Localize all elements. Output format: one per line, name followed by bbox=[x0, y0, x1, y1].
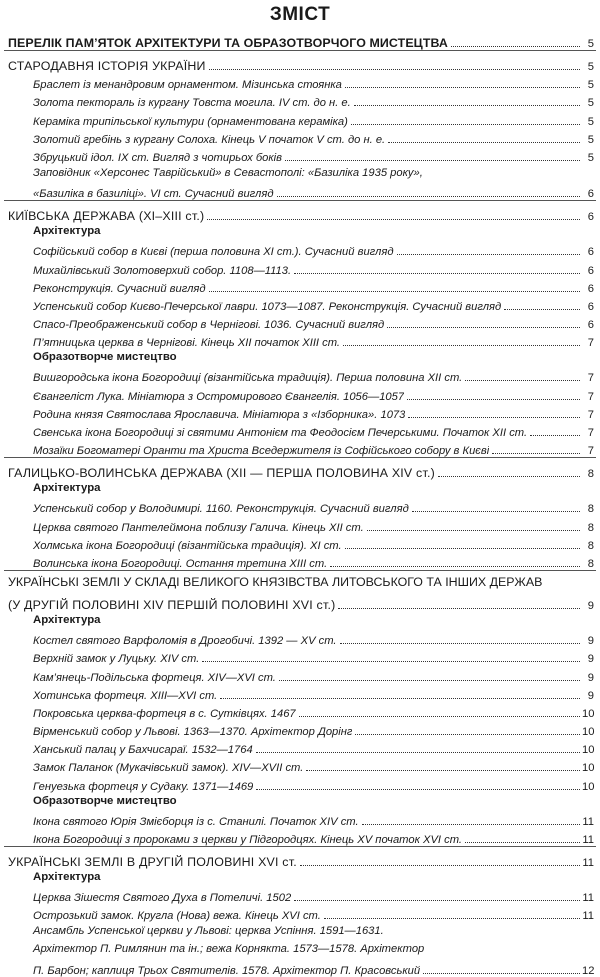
page-title: ЗМІСТ bbox=[269, 4, 331, 25]
dot-leader bbox=[209, 291, 580, 292]
page-number: 6 bbox=[587, 319, 594, 332]
dot-leader bbox=[412, 511, 580, 512]
dot-leader bbox=[438, 476, 580, 477]
toc-item[interactable] bbox=[0, 366, 600, 384]
section-title: СТАРОДАВНЯ ІСТОРІЯ УКРАЇНИ bbox=[8, 59, 206, 73]
entry-label: Ханський палац у Бахчисараї. 1532—1764 bbox=[33, 744, 253, 757]
dot-leader bbox=[285, 160, 580, 161]
dot-leader bbox=[388, 142, 580, 143]
dot-leader bbox=[202, 661, 580, 662]
dot-leader bbox=[407, 399, 580, 400]
page-number: 5 bbox=[587, 115, 594, 128]
section-lithuanian-grand-duchy bbox=[0, 571, 600, 846]
page-number: 10 bbox=[582, 780, 595, 793]
dot-leader bbox=[351, 124, 580, 125]
dot-leader bbox=[387, 327, 580, 328]
page-number: 10 bbox=[582, 707, 595, 720]
entry-label: Успенський собор Києво-Печерської лаври. 1073—1087. Реконструкція. Сучасний вигляд bbox=[33, 300, 502, 313]
toc-item[interactable] bbox=[0, 774, 600, 792]
dot-leader bbox=[306, 770, 580, 771]
toc-item[interactable] bbox=[0, 331, 600, 349]
toc-item[interactable] bbox=[0, 534, 600, 552]
dot-leader bbox=[277, 196, 580, 197]
entry-label: Вірменський собор у Львові. 1363—1370. Архітектор Дорінг bbox=[33, 726, 353, 739]
subheading-architecture: Архітектура bbox=[33, 225, 101, 238]
entry-label: Успенський собор у Володимирі. 1160. Реконструкція. Сучасний вигляд bbox=[33, 503, 409, 516]
page-number: 8 bbox=[587, 503, 594, 516]
entry-label: Холмська ікона Богородиці (візантійська традиція). XI ст. bbox=[33, 539, 342, 552]
page-number: 6 bbox=[587, 282, 594, 295]
section-galicia-volhynia bbox=[0, 458, 600, 570]
toc-item[interactable] bbox=[0, 702, 600, 720]
entry-label: Мозаїки Богоматері Оранти та Христа Вседержителя із Софійського собору в Києві bbox=[33, 445, 490, 458]
toc-item[interactable] bbox=[0, 552, 600, 570]
entry-label: Верхній замок у Луцьку. XIV ст. bbox=[33, 653, 200, 666]
section-heading[interactable] bbox=[0, 53, 600, 73]
entry-label: Золота пектораль із кургану Товста могила. IV ст. до н. е. bbox=[33, 97, 351, 110]
page-number: 7 bbox=[587, 445, 594, 458]
entry-label: Кам’янець-Подільська фортеця. XIV—XVI ст. bbox=[33, 671, 276, 684]
entry-label: Михайлівський Золотоверхий собор. 1108—1113. bbox=[33, 264, 292, 277]
toc-item[interactable] bbox=[0, 629, 600, 647]
entry-label: ПЕРЕЛІК ПАМ’ЯТОК АРХІТЕКТУРИ ТА ОБРАЗОТВОРЧОГО МИСТЕЦТВА bbox=[8, 36, 448, 50]
toc-item[interactable] bbox=[0, 665, 600, 683]
toc-list bbox=[0, 30, 600, 977]
entry-label: Свенська ікона Богородиці зі святими Антонієм та Феодосієм Печерськими. Початок XII ст. bbox=[33, 427, 528, 439]
toc-item[interactable] bbox=[0, 421, 600, 439]
toc-item[interactable] bbox=[0, 810, 600, 828]
toc-item[interactable] bbox=[0, 828, 600, 846]
section-kyivan-state bbox=[0, 201, 600, 457]
page-number: 5 bbox=[587, 133, 594, 146]
entry-label: Ікона Богородиці з пророками з церкви у Підгородцях. Кінець XV початок XVI ст. bbox=[33, 834, 463, 846]
page-number: 5 bbox=[587, 151, 594, 164]
entry-label: Острозький замок. Кругла (Нова) вежа. Кінець XVI ст. bbox=[33, 910, 321, 923]
toc-item-wrapped-line[interactable]: Ансамбль Успенської церкви у Львові: церква Успіння. 1591—1631. bbox=[33, 925, 384, 938]
entry-label: Волинська ікона Богородиці. Остання третина XIII ст. bbox=[33, 557, 328, 570]
toc-item[interactable] bbox=[0, 756, 600, 774]
dot-leader bbox=[294, 900, 580, 901]
dot-leader bbox=[299, 716, 580, 717]
page-number: 6 bbox=[587, 300, 594, 313]
page-number: 11 bbox=[582, 857, 594, 869]
dot-leader bbox=[256, 789, 580, 790]
entry-label: Збруцький ідол. IX ст. Вигляд з чотирьох боків bbox=[33, 151, 282, 164]
toc-item[interactable] bbox=[0, 277, 600, 295]
toc-item[interactable] bbox=[0, 738, 600, 756]
section-title: (У ДРУГІЙ ПОЛОВИНІ XIV ПЕРШІЙ ПОЛОВИНІ XVI ст.) bbox=[8, 597, 336, 612]
page-number: 10 bbox=[582, 744, 595, 757]
toc-item[interactable] bbox=[0, 439, 600, 457]
dot-leader bbox=[504, 309, 580, 310]
entry-label: Ікона святого Юрія Змієборця із с. Станилі. Початок XIV ст. bbox=[33, 815, 359, 828]
page-number: 11 bbox=[582, 892, 594, 905]
page-number: 10 bbox=[582, 726, 595, 739]
page-number: 11 bbox=[582, 910, 594, 923]
entry-label: Реконструкція. Сучасний вигляд bbox=[33, 282, 206, 295]
dot-leader bbox=[465, 842, 580, 843]
dot-leader bbox=[324, 918, 580, 919]
section-title: УКРАЇНСЬКІ ЗЕМЛІ В ДРУГІЙ ПОЛОВИНІ XVI ст. bbox=[8, 855, 297, 869]
dot-leader bbox=[423, 973, 580, 974]
page-number: 9 bbox=[587, 689, 594, 702]
section-ancient-history bbox=[0, 51, 600, 200]
page-number: 11 bbox=[582, 815, 594, 828]
dot-leader bbox=[355, 734, 580, 735]
dot-leader bbox=[362, 824, 580, 825]
entry-label: Покровська церква-фортеця в с. Сутківцях. 1467 bbox=[33, 707, 296, 720]
toc-item[interactable] bbox=[0, 904, 600, 922]
dot-leader bbox=[465, 380, 580, 381]
dot-leader bbox=[330, 566, 580, 567]
dot-leader bbox=[408, 417, 580, 418]
page-number: 6 bbox=[587, 188, 594, 201]
entry-label: Костел святого Варфоломія в Дрогобичі. 1392 — XV ст. bbox=[33, 635, 337, 648]
subheading-architecture: Архітектура bbox=[33, 482, 101, 495]
entry-label: П. Барбон; каплиця Трьох Святителів. 1578. Архітектор П. Красовський bbox=[33, 964, 421, 977]
entry-label: Браслет із менандровим орнаментом. Мізинська стоянка bbox=[33, 79, 342, 92]
toc-item[interactable] bbox=[0, 128, 600, 146]
section-title: КИЇВСЬКА ДЕРЖАВА (XI–XIII ст.) bbox=[8, 209, 205, 224]
entry-label: «Базиліка в базиліці». VI ст. Сучасний вигляд bbox=[33, 188, 274, 201]
toc-item[interactable] bbox=[0, 684, 600, 702]
page-number: 5 bbox=[587, 61, 594, 73]
toc-item[interactable] bbox=[0, 958, 600, 976]
dot-leader bbox=[530, 435, 580, 436]
toc-item[interactable] bbox=[0, 91, 600, 109]
entry-label: Софійський собор в Києві (перша половина XI ст.). Сучасний вигляд bbox=[33, 246, 394, 259]
toc-item[interactable] bbox=[0, 295, 600, 313]
entry-label: Хотинська фортеця. XIII—XVI ст. bbox=[33, 689, 218, 702]
page-number: 6 bbox=[587, 211, 594, 224]
entry-label: Вишгородська ікона Богородиці (візантійська традиція). Перша половина XII ст. bbox=[33, 372, 463, 385]
entry-label: Церква Зішестя Святого Духа в Потеличі. 1502 bbox=[33, 892, 292, 905]
toc-item[interactable] bbox=[0, 313, 600, 331]
toc-item[interactable] bbox=[0, 497, 600, 515]
dot-leader bbox=[207, 219, 580, 220]
subheading-fine-art: Образотворче мистецтво bbox=[33, 351, 177, 364]
entry-label: Євангеліст Лука. Мініатюра з Остромирового Євангелія. 1056—1057 bbox=[33, 390, 405, 403]
dot-leader bbox=[279, 680, 580, 681]
entry-label: Генуезька фортеця у Судаку. 1371—1469 bbox=[33, 780, 254, 793]
entry-label: Золотий гребінь з кургану Солоха. Кінець V початок V ст. до н. е. bbox=[33, 133, 386, 146]
toc-item[interactable] bbox=[0, 384, 600, 402]
toc-item[interactable] bbox=[0, 515, 600, 533]
page-number: 6 bbox=[587, 264, 594, 277]
section-title-line[interactable]: УКРАЇНСЬКІ ЗЕМЛІ У СКЛАДІ ВЕЛИКОГО КНЯЗІВСТВА ЛИТОВСЬКОГО ТА ІНШИХ ДЕРЖАВ bbox=[8, 574, 543, 589]
page-number: 5 bbox=[587, 79, 594, 92]
page-number: 11 bbox=[582, 834, 594, 846]
page-number: 5 bbox=[587, 38, 594, 50]
toc-item[interactable] bbox=[0, 258, 600, 276]
page-number: 7 bbox=[587, 372, 594, 385]
dot-leader bbox=[220, 698, 580, 699]
entry-label: Кераміка трипільської культури (орнаментована кераміка) bbox=[33, 115, 348, 128]
page-number: 12 bbox=[582, 964, 595, 977]
toc-item[interactable] bbox=[0, 886, 600, 904]
toc-item[interactable] bbox=[0, 182, 600, 200]
toc-item-wrapped-line[interactable]: Архітектор П. Римлянин та ін.; вежа Корнякта. 1573—1578. Архітектор bbox=[33, 943, 425, 956]
subheading-architecture: Архітектура bbox=[33, 871, 101, 883]
dot-leader bbox=[397, 254, 580, 255]
toc-item[interactable] bbox=[0, 240, 600, 258]
page-number: 9 bbox=[587, 599, 594, 612]
section-heading[interactable] bbox=[0, 592, 600, 612]
entry-label: Спасо-Преображенський собор в Чернігові. 1036. Сучасний вигляд bbox=[33, 319, 385, 332]
toc-item[interactable] bbox=[0, 73, 600, 91]
section-heading[interactable] bbox=[0, 460, 600, 480]
dot-leader bbox=[294, 273, 580, 274]
dot-leader bbox=[300, 865, 580, 866]
subheading-architecture: Архітектура bbox=[33, 613, 101, 626]
dot-leader bbox=[209, 69, 580, 70]
toc-item[interactable] bbox=[0, 403, 600, 421]
page-number: 7 bbox=[587, 337, 594, 350]
page-number: 9 bbox=[587, 635, 594, 648]
subheading-fine-art: Образотворче мистецтво bbox=[33, 794, 177, 807]
dot-leader bbox=[256, 752, 580, 753]
section-title: ГАЛИЦЬКО-ВОЛИНСЬКА ДЕРЖАВА (XII — ПЕРША ПОЛОВИНА XIV ст.) bbox=[8, 466, 435, 481]
dot-leader bbox=[345, 548, 580, 549]
section-heading[interactable] bbox=[0, 849, 600, 869]
dot-leader bbox=[451, 46, 580, 47]
page-number: 8 bbox=[587, 521, 594, 534]
dot-leader bbox=[367, 530, 580, 531]
page-number: 5 bbox=[587, 97, 594, 110]
page-number: 8 bbox=[587, 468, 594, 481]
dot-leader bbox=[338, 608, 580, 609]
toc-item[interactable] bbox=[0, 720, 600, 738]
section-heading[interactable] bbox=[0, 203, 600, 223]
page-number: 7 bbox=[587, 390, 594, 403]
page-number: 7 bbox=[587, 427, 594, 439]
page-number: 8 bbox=[587, 557, 594, 570]
entry-label: Церква святого Пантелеймона поблизу Галича. Кінець XII ст. bbox=[33, 521, 364, 534]
page-number: 7 bbox=[587, 408, 594, 421]
entry-label: П’ятницька церква в Чернігові. Кінець XII початок XIII ст. bbox=[33, 337, 341, 350]
dot-leader bbox=[345, 87, 580, 88]
dot-leader bbox=[492, 453, 580, 454]
toc-item-wrapped-line[interactable]: Заповідник «Херсонес Таврійський» в Севастополі: «Базиліка 1935 року», bbox=[33, 166, 423, 179]
toc-item[interactable] bbox=[0, 647, 600, 665]
dot-leader bbox=[343, 345, 580, 346]
toc-item[interactable] bbox=[0, 146, 600, 164]
entry-label: Замок Паланок (Мукачівський замок). XIV—XVII ст. bbox=[33, 762, 304, 775]
toc-entry-monuments-list[interactable] bbox=[0, 30, 600, 50]
entry-label: Родина князя Святослава Ярославича. Мініатюра з «Ізборника». 1073 bbox=[33, 408, 406, 421]
page-number: 10 bbox=[582, 762, 595, 775]
dot-leader bbox=[354, 105, 580, 106]
page-number: 9 bbox=[587, 671, 594, 684]
page-number: 8 bbox=[587, 539, 594, 552]
section-late-16th-century bbox=[0, 847, 600, 977]
page-number: 6 bbox=[587, 246, 594, 259]
toc-item[interactable] bbox=[0, 109, 600, 127]
dot-leader bbox=[340, 643, 580, 644]
page-number: 9 bbox=[587, 653, 594, 666]
